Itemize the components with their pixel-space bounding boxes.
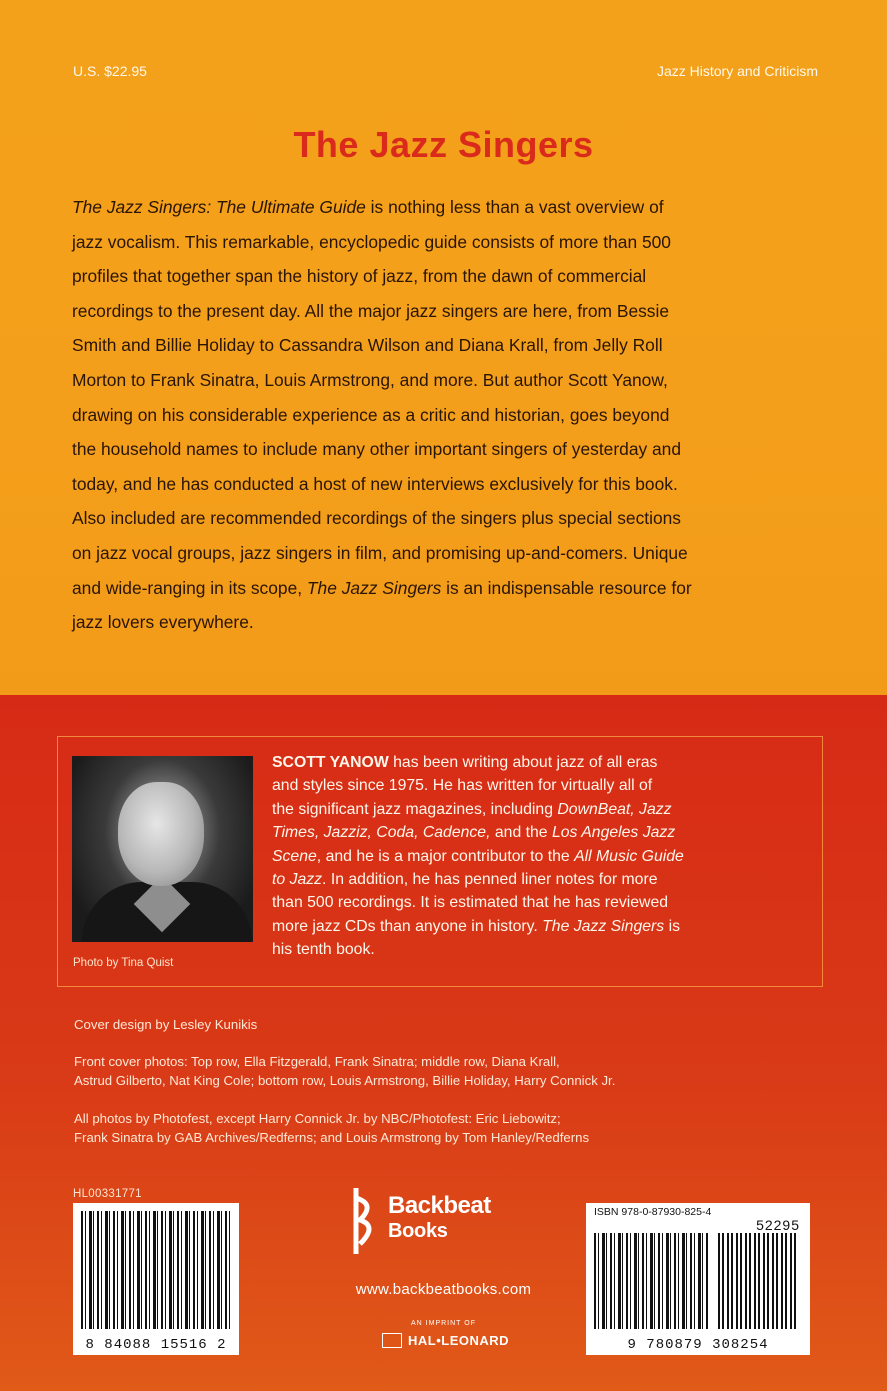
upc-barcode [73, 1203, 239, 1355]
credit-line: Astrud Gilberto, Nat King Cole; bottom row, Louis Armstrong, Billie Holiday, Harry Connick Jr. [74, 1073, 616, 1088]
price-label: U.S. $22.95 [73, 63, 147, 79]
book-description [72, 190, 832, 640]
price-code: 52295 [756, 1217, 800, 1233]
bio-line: the significant jazz magazines, including DownBeat, Jazz [272, 800, 672, 818]
barcode-bars [594, 1233, 710, 1329]
description-line: and wide-ranging in its scope, The Jazz Singers is an indispensable resource for [72, 577, 692, 598]
front-cover-photos-credit [74, 1052, 774, 1090]
price-barcode-bars [718, 1233, 798, 1329]
description-line: on jazz vocal groups, jazz singers in film, and promising up-and-comers. Unique [72, 542, 688, 563]
isbn-barcode [586, 1203, 810, 1355]
hal-leonard-logo [382, 1331, 512, 1351]
publisher-name-line1: Backbeat [388, 1192, 491, 1219]
description-line: Smith and Billie Holiday to Cassandra Wilson and Diana Krall, from Jelly Roll [72, 335, 663, 356]
upc-number: 8 84088 15516 2 [85, 1337, 227, 1353]
author-bio [272, 751, 812, 962]
bio-line: and styles since 1975. He has written for virtually all of [272, 777, 653, 795]
description-line: Morton to Frank Sinatra, Louis Armstrong, and more. But author Scott Yanow, [72, 369, 668, 390]
description-line: today, and he has conducted a host of new interviews exclusively for this book. [72, 473, 678, 494]
photo-credit: Photo by Tina Quist [73, 957, 174, 969]
bio-line: Times, Jazziz, Coda, Cadence, and the Los Angeles Jazz [272, 824, 676, 842]
description-line: profiles that together span the history of jazz, from the dawn of commercial [72, 266, 647, 287]
description-line: drawing on his considerable experience as a critic and historian, goes beyond [72, 404, 670, 425]
credit-line: All photos by Photofest, except Harry Connick Jr. by NBC/Photofest: Eric Liebowitz; [74, 1111, 561, 1126]
bio-line: his tenth book. [272, 941, 375, 959]
description-line: Also included are recommended recordings of the singers plus special sections [72, 508, 681, 529]
isbn-number: ISBN 978-0-87930-825-4 [594, 1206, 712, 1218]
bio-line: to Jazz. In addition, he has penned liner notes for more [272, 871, 658, 889]
category-label: Jazz History and Criticism [656, 63, 818, 79]
bio-line: than 500 recordings. It is estimated that he has reviewed [272, 894, 669, 912]
publisher-name-line2: Books [388, 1220, 448, 1242]
description-line: The Jazz Singers: The Ultimate Guide is nothing less than a vast overview of [72, 197, 664, 217]
barcode-bars [81, 1211, 231, 1329]
cover-design-credit: Cover design by Lesley Kunikis [74, 1017, 258, 1032]
bio-line: Scene, and he is a major contributor to the All Music Guide [272, 847, 684, 865]
imprint-label: AN IMPRINT OF [411, 1320, 476, 1327]
all-photos-credit [74, 1109, 774, 1147]
backbeat-logo-icon [350, 1186, 380, 1256]
bio-line: SCOTT YANOW has been writing about jazz of all eras [272, 754, 658, 771]
description-line: jazz vocalism. This remarkable, encyclopedic guide consists of more than 500 [72, 231, 671, 252]
hal-leonard-name: HAL•LEONARD [408, 1333, 510, 1348]
description-line: the household names to include many other important singers of yesterday and [72, 439, 682, 460]
hal-leonard-icon [382, 1333, 402, 1348]
description-line: recordings to the present day. All the major jazz singers are here, from Bessie [72, 300, 670, 321]
book-title: The Jazz Singers [293, 124, 594, 165]
product-code: HL00331771 [73, 1188, 142, 1200]
credit-line: Frank Sinatra by GAB Archives/Redferns; and Louis Armstrong by Tom Hanley/Redferns [74, 1130, 590, 1145]
publisher-logo [350, 1184, 500, 1264]
credit-line: Front cover photos: Top row, Ella Fitzgerald, Frank Sinatra; middle row, Diana Krall, [74, 1054, 560, 1069]
author-photo [72, 756, 253, 942]
bio-line: more jazz CDs than anyone in history. The Jazz Singers is [272, 917, 680, 935]
photo-head [118, 782, 204, 886]
ean-number: 9 780879 308254 [627, 1337, 769, 1353]
description-line: jazz lovers everywhere. [72, 612, 254, 633]
publisher-website[interactable]: www.backbeatbooks.com [355, 1281, 532, 1298]
